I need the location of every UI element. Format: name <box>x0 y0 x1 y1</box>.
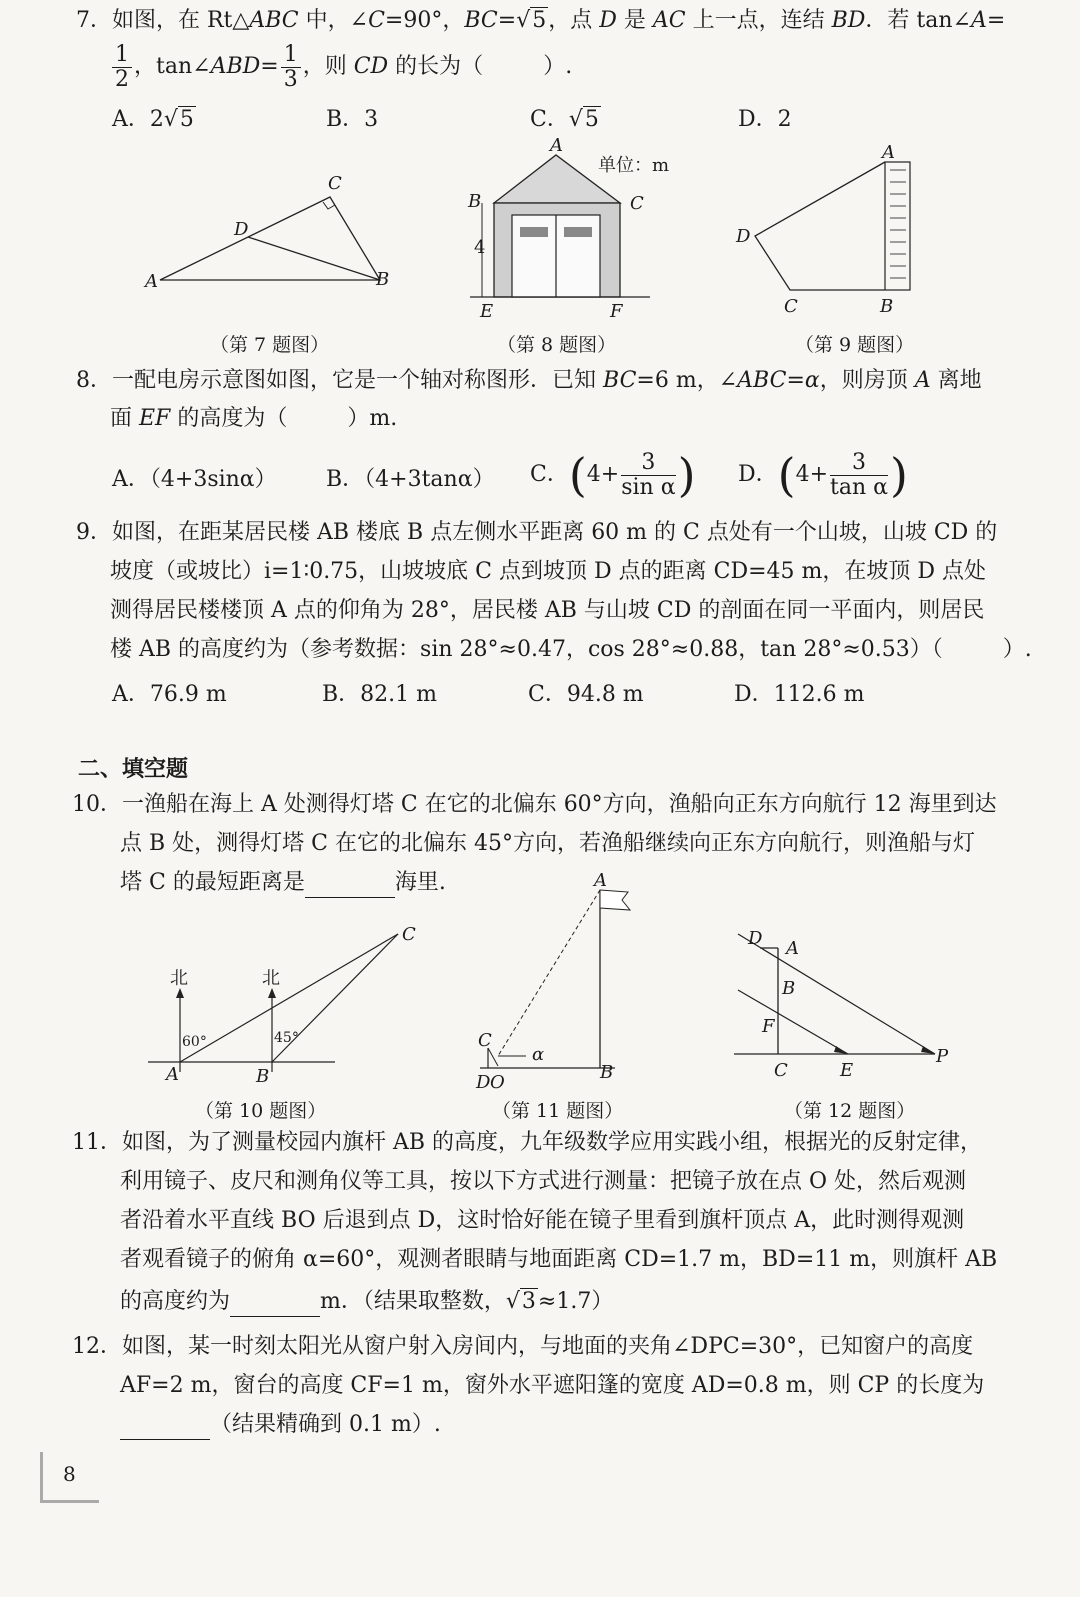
label-b: B <box>600 1062 614 1083</box>
q11-line2: 利用镜子、皮尺和测角仪等工具，按以下方式进行测量：把镜子放在点 O 处，然后观测 <box>120 1169 967 1194</box>
arrowhead-e <box>834 1046 848 1054</box>
label-a: A <box>166 1064 179 1085</box>
arrowhead-a <box>176 988 184 998</box>
q7-var-d: D <box>599 8 617 33</box>
q8-line2 <box>110 404 397 434</box>
q7-text-c2: =90°， <box>384 8 465 33</box>
q7-var-bc: BC <box>464 8 498 33</box>
q12-text-1: 如图，某一时刻太阳光从窗户射入房间内，与地面的夹角∠DPC=30°，已知窗户的高度 <box>122 1334 974 1359</box>
q7-var-abc: ABC <box>249 8 299 33</box>
label-alpha: α <box>532 1044 545 1065</box>
q7-text-d4: ．若 tan∠ <box>865 8 971 33</box>
q7-option-b <box>326 102 378 133</box>
q7-var-abd: ABD <box>210 54 261 79</box>
q11-line4: 者观看镜子的俯角 α=60°，观测者眼睛与地面距离 CD=1.7 m，BD=11 m，则旗杆 AB <box>120 1247 998 1272</box>
q7-l2d: 的长为（ <box>388 54 484 79</box>
q9-option-c: C．94.8 m <box>528 682 644 707</box>
q7-frac-half <box>112 43 132 92</box>
figure-11-caption: （第 11 题图） <box>492 1100 624 1122</box>
opt-label: C． <box>530 462 569 487</box>
opt-frac <box>830 451 888 500</box>
q11-text-5a: 的高度约为 <box>120 1289 231 1314</box>
opt-sqrt: 5 <box>584 107 599 132</box>
frac-den: tan α <box>830 474 889 500</box>
opt-label: B．3 <box>326 107 379 132</box>
q7-l2e: ）. <box>543 54 573 79</box>
figure-8 <box>460 135 700 325</box>
q12-line3 <box>120 1410 441 1440</box>
q11-number: 11． <box>72 1130 122 1155</box>
label-a: A <box>786 938 799 959</box>
q7-line1: 7．如图，在 Rt△ABC 中，∠C=90°，BC=√5，点 D 是 AC 上一点，连结 BD．若 tan∠A= <box>76 8 1006 33</box>
label-b: B <box>468 191 482 212</box>
label-c: C <box>402 924 416 945</box>
q8-var-a: A <box>914 368 931 393</box>
q11-text-5b: m．（结果取整数， <box>320 1289 506 1314</box>
label-c: C <box>630 193 644 214</box>
figure-9-caption: （第 9 题图） <box>795 334 915 356</box>
q8-option-a: A．（4+3sinα） <box>112 467 277 492</box>
frac-den: 3 <box>283 66 298 92</box>
q11-line5: 的高度约为 m．（结果取整数，√3≈1.7） <box>120 1287 613 1317</box>
q9-text-1: 如图，在距某居民楼 AB 楼底 B 点左侧水平距离 60 m 的 C 点处有一个山坡，山坡 CD 的 <box>112 520 998 545</box>
q7-l2b: = <box>260 54 279 79</box>
q8-number: 8． <box>76 368 112 393</box>
north-label-1: 北 <box>170 968 188 989</box>
q8-text-e: 离地 <box>930 368 982 393</box>
opt-label: D．2 <box>738 107 792 132</box>
q12-line2: AF=2 m，窗台的高度 CF=1 m，窗外水平遮阳篷的宽度 AD=0.8 m，则 CP 的长度为 <box>120 1373 985 1398</box>
q9-line2: 坡度（或坡比）i=1∶0.75，山坡坡底 C 点到坡顶 D 点的距离 CD=45 m，在坡顶 D 点处 <box>110 559 986 584</box>
label-a: A <box>550 135 563 156</box>
q8-text: 一配电房示意图如图，它是一个轴对称图形．已知 <box>112 368 603 393</box>
q7-option-c: C．√5 <box>530 107 599 132</box>
sunray-bottom <box>738 990 848 1054</box>
q7-eq: = <box>497 8 517 33</box>
opt-pre: 4+ <box>795 462 829 487</box>
door-window-left <box>520 227 548 237</box>
label-f: F <box>610 301 623 322</box>
q8-var-bc: BC <box>603 368 637 393</box>
q10-text-3b: 海里. <box>394 870 446 895</box>
q7-var-cd: CD <box>353 54 389 79</box>
label-c: C <box>774 1060 788 1081</box>
page-number-box <box>40 1452 99 1503</box>
q7-text-b: 中，∠ <box>298 8 369 33</box>
figure-10 <box>140 920 430 1090</box>
label-b: B <box>782 978 796 999</box>
q9-number: 9． <box>76 520 112 545</box>
opt-frac <box>621 451 675 500</box>
q7-text-d5: = <box>986 8 1006 33</box>
q8-line1 <box>76 366 982 396</box>
q10-line1 <box>72 790 997 820</box>
building-windows <box>890 170 906 278</box>
figure-10-caption: （第 10 题图） <box>195 1100 327 1122</box>
angle-45: 45° <box>274 1030 299 1046</box>
label-b: B <box>256 1066 270 1087</box>
answer-blank[interactable] <box>230 1294 320 1317</box>
page-number: 8 <box>63 1462 76 1486</box>
q10-line3 <box>120 868 446 898</box>
label-d: D <box>736 226 751 247</box>
flag <box>600 890 630 910</box>
q9-option-d: D．112.6 m <box>734 682 865 707</box>
q10-line2: 点 B 处，测得灯塔 C 在它的北偏东 45°方向，若渔船继续向正东方向航行，则渔船与灯 <box>120 831 975 856</box>
q12-text-3: （结果精确到 0.1 m）. <box>210 1412 441 1437</box>
q8-text-d: ，则房顶 <box>819 368 915 393</box>
q9-line1 <box>76 518 997 548</box>
figure-12-caption: （第 12 题图） <box>784 1100 916 1122</box>
q8-l2b: 的高度为（ <box>170 406 288 431</box>
q7-text-d2: 是 <box>616 8 653 33</box>
arrowhead-p <box>921 1046 935 1054</box>
q8-option-c: C．(4+ $\frac{3}{\text{sin α}}$ ) <box>530 448 696 502</box>
label-c: C <box>328 173 342 194</box>
answer-blank[interactable] <box>305 875 395 898</box>
q8-l2a: 面 <box>110 406 139 431</box>
q9-line3: 测得居民楼楼顶 A 点的仰角为 28°，居民楼 AB 与山坡 CD 的剖面在同一平面内，则居民 <box>110 598 985 623</box>
q7-text: 如图，在 Rt△ <box>112 8 250 33</box>
q7-frac-third <box>281 43 301 92</box>
q11-text-5c: ≈1.7） <box>537 1289 614 1314</box>
label-c: C <box>478 1030 492 1051</box>
q7-text-d1: ，点 <box>548 8 600 33</box>
frac-num: 1 <box>281 43 301 68</box>
frac-den: sin α <box>621 474 676 500</box>
label-a: A <box>594 870 607 891</box>
q12-number: 12． <box>72 1334 122 1359</box>
q9-line4 <box>110 635 1032 665</box>
label-f: F <box>762 1016 775 1037</box>
opt-label: A．2 <box>112 107 164 132</box>
angle-60: 60° <box>182 1034 207 1050</box>
opt-label: D． <box>738 462 778 487</box>
figure-11 <box>470 870 640 1090</box>
north-label-2: 北 <box>262 968 280 989</box>
q9-option-a: A．76.9 m <box>112 682 227 707</box>
q8-var-alpha: α <box>804 368 820 393</box>
segment-bd <box>248 237 380 280</box>
q8-text-c: = <box>786 368 805 393</box>
label-c: C <box>784 296 798 317</box>
q9-text-4: 楼 AB 的高度约为（参考数据：sin 28°≈0.47，cos 28°≈0.88，tan 28°≈0.53）（ <box>110 637 943 662</box>
label-d: D <box>476 1072 491 1090</box>
q7-l2c: ，则 <box>302 54 354 79</box>
q12-line1 <box>72 1332 973 1362</box>
q7-number: 7． <box>76 8 112 33</box>
q11-text-1: 如图，为了测量校园内旗杆 AB 的高度，九年级数学应用实践小组，根据光的反射定律， <box>122 1130 983 1155</box>
answer-blank[interactable] <box>120 1417 210 1440</box>
opt-pre: 4+ <box>586 462 620 487</box>
q9-end: ）. <box>1002 637 1032 662</box>
q7-line2 <box>110 40 572 94</box>
q7-var-ac: AC <box>652 8 686 33</box>
figure-7-caption: （第 7 题图） <box>210 334 330 356</box>
q11-line3: 者沿着水平直线 BO 后退到点 D，这时恰好能在镜子里看到旗杆顶点 A，此时测得观测 <box>120 1208 965 1233</box>
label-d: D <box>234 219 249 240</box>
q7-l2a: ，tan∠ <box>134 54 211 79</box>
opt-label: C． <box>530 107 569 132</box>
figure-9 <box>730 140 930 320</box>
q10-text-1: 一渔船在海上 A 处测得灯塔 C 在它的北偏东 60°方向，渔船向正东方向航行 12 海里到达 <box>122 792 997 817</box>
frac-num: 3 <box>621 451 675 476</box>
q7-option-a: A．2√5 <box>112 107 194 132</box>
q9-option-b: B．82.1 m <box>322 682 438 707</box>
q11-sqrt: 3 <box>521 1289 536 1314</box>
label-o: O <box>490 1072 505 1090</box>
triangle-abc <box>160 197 380 280</box>
door-window-right <box>564 227 592 237</box>
label-a: A <box>882 142 895 163</box>
label-d: D <box>748 928 763 949</box>
label-b: B <box>376 269 390 290</box>
q8-l2c: ）m. <box>347 406 398 431</box>
slope-and-sightline <box>755 162 885 290</box>
q7-sqrt5: 5 <box>532 8 547 33</box>
q7-var-a: A <box>970 8 987 33</box>
opt-sqrt: 5 <box>179 107 194 132</box>
q8-var-abc: ABC <box>737 368 787 393</box>
label-height: 4 <box>474 237 486 258</box>
q11-line1 <box>72 1128 982 1158</box>
building-ab <box>885 162 910 290</box>
q7-var-bd: BD <box>831 8 866 33</box>
q8-option-d: D．(4+ $\frac{3}{\text{tan α}}$ ) <box>738 448 908 502</box>
q8-var-ef: EF <box>139 406 171 431</box>
q8-text-b: =6 m，∠ <box>636 368 738 393</box>
q10-text-3a: 塔 C 的最短距离是 <box>120 870 305 895</box>
figure-8-caption: （第 8 题图） <box>497 334 617 356</box>
label-e: E <box>480 301 494 322</box>
figure-12 <box>730 922 970 1082</box>
label-b: B <box>880 296 894 317</box>
label-a: A <box>145 271 158 292</box>
arrowhead-b <box>268 988 276 998</box>
q7-var-c: C <box>368 8 385 33</box>
section-heading: 二、填空题 <box>78 757 189 782</box>
frac-den: 2 <box>115 66 129 92</box>
q7-option-d <box>738 102 792 133</box>
frac-num: 1 <box>112 43 132 68</box>
label-e: E <box>840 1060 854 1081</box>
figure-7 <box>130 165 400 305</box>
q7-text-d3: 上一点，连结 <box>685 8 832 33</box>
frac-num: 3 <box>830 451 888 476</box>
label-p: P <box>936 1046 949 1067</box>
q10-number: 10． <box>72 792 122 817</box>
unit-label: 单位：m <box>598 155 670 176</box>
reflected-ray <box>498 890 600 1056</box>
q8-option-b: B．（4+3tanα） <box>326 467 495 492</box>
